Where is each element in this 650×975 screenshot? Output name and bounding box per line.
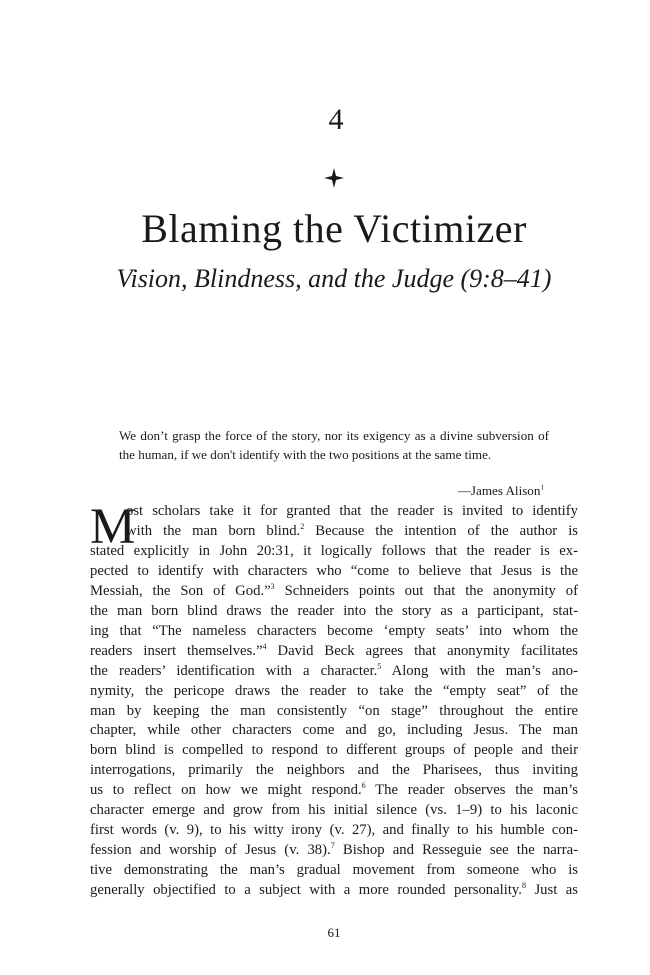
text-run: man by keeping the man consistently “on stage” throughout the entire (90, 702, 578, 719)
text-run: pected to identify with characters who “come to believe that Jesus is the (90, 562, 578, 579)
chapter-number: 4 (328, 103, 344, 136)
text-line (90, 682, 578, 702)
footnote-ref: 6 (361, 781, 366, 791)
text-run: Because the intention of the author is (304, 522, 578, 539)
text-run: readers insert themselves.” (90, 642, 263, 659)
text-run: Messiah, the Son of God.” (90, 582, 271, 599)
footnote-marker: 1 (540, 483, 544, 492)
text-line (90, 881, 578, 901)
text-run: with the man born blind. (126, 522, 301, 539)
text-line (90, 821, 578, 841)
text-run: the readers’ identification with a character. (90, 662, 378, 679)
text-run: ing that “The nameless characters become ‘empty seats’ into whom the (90, 622, 578, 639)
text-run: chapter, while other characters come and go, including Jesus. The man (90, 722, 578, 739)
text-line (90, 761, 578, 781)
text-line (90, 702, 578, 722)
chapter-subtitle: Vision, Blindness, and the Judge (9:8–41) (116, 264, 552, 293)
text-line (90, 741, 578, 761)
epigraph-text: We don’t grasp the force of the story, nor its exigency as a divine subversion of the human, if we don't identify with the two positions at the same time. (119, 428, 549, 462)
footnote-ref: 8 (521, 881, 527, 891)
text-line (90, 522, 578, 542)
text-line (90, 801, 578, 821)
text-line (90, 861, 578, 881)
text-line (90, 562, 578, 582)
text-run: tive demonstrating the man’s gradual movement from someone who is (90, 862, 578, 879)
text-line (90, 662, 578, 682)
text-line (90, 602, 578, 622)
text-line (90, 542, 578, 562)
text-run: fession and worship of Jesus (v. 38). (90, 842, 331, 859)
text-run: stated explicitly in John 20:31, it logically follows that the reader is ex- (90, 542, 578, 559)
chapter-title: Blaming the Victimizer (141, 206, 527, 251)
text-line (90, 622, 578, 642)
text-run: Just as (526, 882, 579, 899)
text-run: us to reflect on how we might respond. (90, 782, 362, 799)
text-run: David Beck agrees that anonymity facilitates (266, 642, 579, 659)
text-line (90, 781, 578, 801)
text-run: Schneiders points out that the anonymity of (274, 582, 578, 599)
footnote-ref: 2 (300, 522, 305, 532)
text-run: Along with the man’s ano- (381, 662, 578, 679)
footnote-ref: 7 (330, 841, 335, 851)
footnote-ref: 4 (262, 641, 267, 651)
text-line (90, 642, 578, 662)
text-run: nymity, the pericope draws the reader to take the “empty seat” of the (90, 682, 578, 699)
text-line (90, 841, 578, 861)
text-line (90, 721, 578, 741)
text-run: born blind is compelled to respond to different groups of people and their (90, 742, 578, 759)
text-run: character emerge and grow from his initial silence (vs. 1–9) to his laconic (90, 802, 578, 819)
text-run: generally objectified to a subject with a more rounded personality. (90, 882, 522, 899)
page-number: 61 (327, 925, 341, 940)
text-run: Bishop and Resseguie see the narra- (334, 842, 578, 859)
drop-cap: M (90, 499, 136, 555)
footnote-ref: 5 (377, 661, 382, 671)
text-run: ost scholars take it for granted that the reader is invited to identify (126, 503, 578, 519)
text-line (90, 582, 578, 602)
body-text (90, 499, 579, 901)
text-run: The reader observes the man’s (365, 782, 578, 799)
text-line (90, 502, 578, 522)
epigraph-author: —James Alison (457, 483, 541, 498)
text-run: interrogations, primarily the neighbors and the Pharisees, thus inviting (90, 762, 578, 779)
text-run: first words (v. 9), to his witty irony (v. 27), and finally to his humble con- (90, 822, 578, 839)
epigraph-attribution (380, 482, 544, 500)
footnote-ref: 3 (270, 581, 275, 591)
text-run: the man born blind draws the reader into the story as a participant, stat- (90, 602, 578, 619)
cross-ornament-icon (323, 167, 345, 189)
